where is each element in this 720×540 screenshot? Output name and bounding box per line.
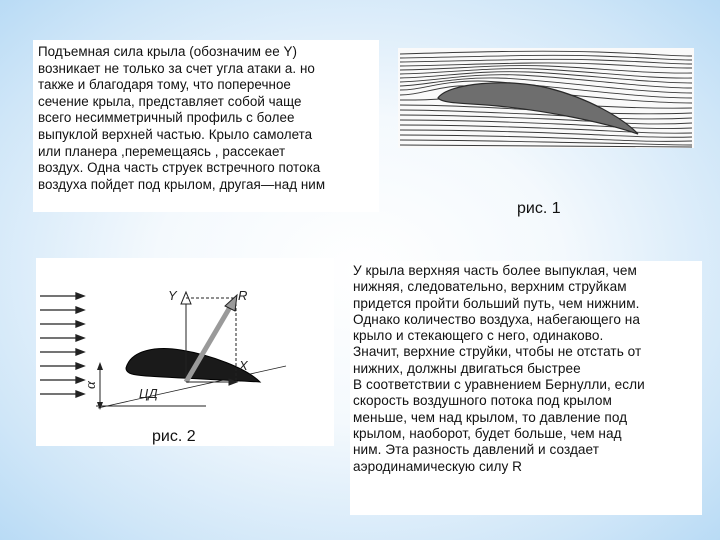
- text-panel-top: [33, 40, 379, 212]
- paragraph-bernoulli-explanation: У крыла верхняя часть более выпуклая, чем нижняя, следовательно, верхним струйкам придется пройти больший путь, чем нижним. Однако количество воздуха, набегающего на крыло и стекающего с него, одинаково. Значит, верхние струйки, чтобы не отстать от нижних, должны двигаться быстрее В соответствии с уравнением Бернулли, если скорость воздушного потока под крылом меньше, чем над крылом, то давление под крылом, наоборот, будет больше, чем над ним. Эта разность давлений и создает аэродинамическую силу R: [353, 263, 645, 474]
- incoming-flow-arrows: [40, 293, 84, 397]
- figure-airflow-streamlines: [398, 48, 694, 148]
- figure-lift-forces: [36, 258, 334, 446]
- streamlines-illustration: [398, 48, 694, 148]
- paragraph-lift-intro: Подъемная сила крыла (обозначим ее Y) возникает не только за счет угла атаки а. но также и благодаря тому, что поперечное сечение крыла, представляет собой чаще всего несимметричный профиль с более выпуклой верхней частью. Крыло самолета или планера ,перемещаясь , рассекает воздух. Одна часть струек встречного потока воздуха пойдет под крылом, другая—над ним: [38, 44, 326, 192]
- label-alpha: α: [83, 381, 99, 389]
- lift-forces-diagram: [36, 258, 334, 446]
- label-y: Y: [168, 288, 177, 303]
- figure1-caption: рис. 1: [517, 200, 561, 217]
- label-r: R: [238, 288, 248, 303]
- figure2-caption: рис. 2: [152, 428, 196, 445]
- text-panel-bottom: [350, 261, 702, 515]
- label-center-of-pressure: ЦД: [139, 386, 158, 401]
- label-x: X: [239, 358, 248, 373]
